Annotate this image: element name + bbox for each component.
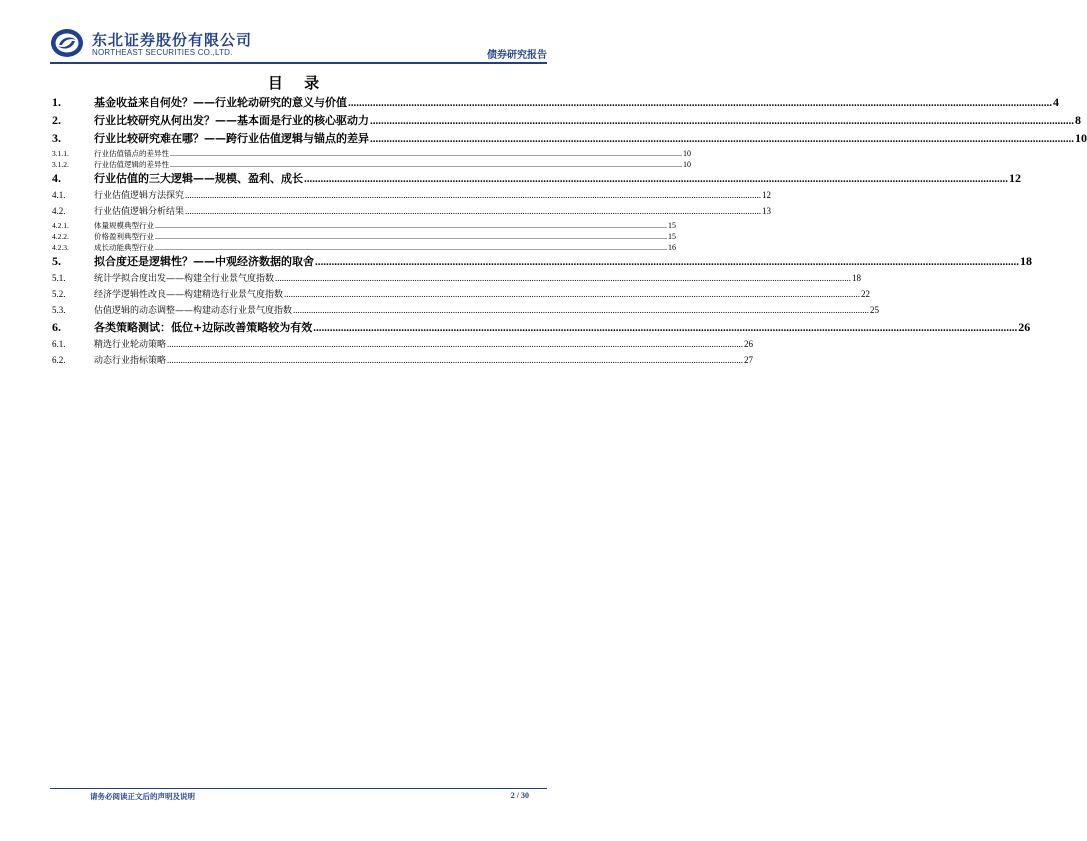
- toc-dot-leader: [155, 232, 667, 241]
- toc-entry-page: 12: [762, 190, 772, 200]
- toc-entry-page: 8: [1075, 113, 1081, 127]
- toc-entry[interactable]: [52, 287, 871, 303]
- toc-entry-number: 5.1.: [52, 273, 66, 283]
- toc-entry-title: 体量规模典型行业: [94, 221, 154, 230]
- toc-entry-title: 基金收益来自何处？——行业轮动研究的意义与价值: [94, 96, 347, 109]
- toc-entry-title: 行业估值逻辑方法探究: [94, 191, 185, 201]
- toc-entry-title: 行业比较研究从何出发？——基本面是行业的核心驱动力: [94, 114, 369, 127]
- toc-entry-number: 2.: [52, 113, 61, 127]
- toc-dot-leader: [170, 160, 682, 169]
- toc-dot-leader: [313, 322, 1017, 334]
- toc-entry-title: 各类策略测试：低位+边际改善策略较为有效: [94, 321, 313, 334]
- toc-entry[interactable]: [52, 319, 1031, 337]
- northeast-securities-logo-icon: [50, 28, 84, 58]
- toc-entry-page: 10: [683, 160, 691, 169]
- company-name-cn: 东北证券股份有限公司: [92, 31, 253, 49]
- toc-entry[interactable]: [52, 148, 691, 159]
- toc-dot-leader: [185, 190, 761, 200]
- toc-entry-number: 4.2.: [52, 206, 66, 216]
- toc-entry[interactable]: [52, 170, 1021, 188]
- toc-entry[interactable]: [52, 337, 754, 353]
- toc-entry-title: 成长动能典型行业: [94, 243, 154, 252]
- toc-entry-number: 4.2.3.: [52, 243, 69, 252]
- toc-entry[interactable]: [52, 204, 772, 220]
- toc-entry[interactable]: [52, 159, 691, 170]
- toc-entry-page: 15: [668, 232, 676, 241]
- toc-entry-title: 统计学拟合度出发——构建全行业景气度指数: [94, 274, 275, 284]
- toc-entry-title: 行业估值锚点的差异性: [94, 149, 169, 158]
- toc-dot-leader: [167, 339, 743, 349]
- toc-entry-number: 4.2.2.: [52, 232, 69, 241]
- toc-entry-title: 动态行业指标策略: [94, 356, 167, 366]
- toc-entry-number: 4.: [52, 171, 61, 185]
- toc-dot-leader: [304, 173, 1008, 185]
- page-header: [50, 28, 547, 62]
- toc-dot-leader: [293, 305, 869, 315]
- toc-entry-number: 3.: [52, 131, 61, 145]
- toc-entry-page: 22: [861, 289, 871, 299]
- toc-entry-title: 拟合度还是逻辑性？——中观经济数据的取舍: [94, 255, 314, 268]
- toc-entry[interactable]: [52, 242, 676, 253]
- toc-entry-number: 6.2.: [52, 355, 66, 365]
- toc-entry[interactable]: [52, 130, 1087, 148]
- toc-entry-title: 经济学逻辑性改良——构建精选行业景气度指数: [94, 290, 284, 300]
- toc-dot-leader: [315, 256, 1019, 268]
- toc-entry-number: 3.1.2.: [52, 160, 69, 169]
- toc-entry-title: 行业比较研究难在哪？——跨行业估值逻辑与锚点的差异: [94, 132, 369, 145]
- page-number: 2 / 30: [510, 791, 529, 800]
- toc-entry-number: 6.1.: [52, 339, 66, 349]
- toc-entry-title: 行业估值的三大逻辑——规模、盈利、成长: [94, 172, 303, 185]
- footer-divider: [50, 788, 547, 789]
- toc-entry[interactable]: [52, 353, 754, 369]
- toc-dot-leader: [155, 221, 667, 230]
- toc-entry-number: 5.3.: [52, 305, 66, 315]
- toc-dot-leader: [167, 355, 743, 365]
- toc-entry-page: 25: [870, 305, 880, 315]
- toc-entry[interactable]: [52, 112, 1081, 130]
- toc-dot-leader: [348, 97, 1052, 109]
- toc-dot-leader: [170, 149, 682, 158]
- toc-entry-page: 18: [852, 273, 862, 283]
- toc-dot-leader: [185, 206, 761, 216]
- header-divider: [50, 62, 547, 64]
- toc-dot-leader: [284, 289, 860, 299]
- toc-entry[interactable]: [52, 94, 1059, 112]
- toc-entry-page: 15: [668, 221, 676, 230]
- toc-entry-page: 26: [744, 339, 754, 349]
- footer-disclaimer: 请务必阅读正文后的声明及说明: [90, 792, 195, 801]
- toc-entry-page: 13: [762, 206, 772, 216]
- toc-entry[interactable]: [52, 220, 676, 231]
- toc-entry-page: 4: [1053, 95, 1059, 109]
- report-type-label: 债券研究报告: [487, 50, 547, 61]
- toc-entry-page: 18: [1020, 254, 1032, 268]
- toc-entry-title: 精选行业轮动策略: [94, 340, 167, 350]
- toc-entry-page: 16: [668, 243, 676, 252]
- toc-entry-page: 10: [683, 149, 691, 158]
- toc-entry-number: 1.: [52, 95, 61, 109]
- toc-entry-number: 5.2.: [52, 289, 66, 299]
- toc-entry-number: 3.1.1.: [52, 149, 69, 158]
- toc-entry-title: 行业估值逻辑分析结果: [94, 207, 185, 217]
- toc-entry-number: 5.: [52, 254, 61, 268]
- toc-entry[interactable]: [52, 253, 1032, 271]
- toc-entry-title: 行业估值逻辑的差异性: [94, 160, 169, 169]
- table-of-contents: [52, 94, 1087, 369]
- toc-dot-leader: [370, 133, 1074, 145]
- toc-entry-page: 10: [1075, 131, 1087, 145]
- toc-dot-leader: [155, 243, 667, 252]
- toc-entry-number: 6.: [52, 320, 61, 334]
- toc-entry-number: 4.2.1.: [52, 221, 69, 230]
- toc-entry[interactable]: [52, 188, 772, 204]
- toc-entry[interactable]: [52, 271, 862, 287]
- toc-entry-page: 26: [1018, 320, 1031, 334]
- toc-entry-title: 估值逻辑的动态调整——构建动态行业景气度指数: [94, 306, 293, 316]
- toc-entry-page: 12: [1009, 171, 1021, 185]
- toc-entry-number: 4.1.: [52, 190, 66, 200]
- toc-entry-page: 27: [744, 355, 754, 365]
- toc-dot-leader: [275, 273, 851, 283]
- toc-entry[interactable]: [52, 303, 880, 319]
- toc-entry-title: 价格盈利典型行业: [94, 232, 154, 241]
- toc-entry[interactable]: [52, 231, 676, 242]
- company-name-en: NORTHEAST SECURITIES CO.,LTD.: [92, 48, 233, 57]
- toc-dot-leader: [370, 115, 1074, 127]
- toc-title: 目 录: [267, 74, 328, 92]
